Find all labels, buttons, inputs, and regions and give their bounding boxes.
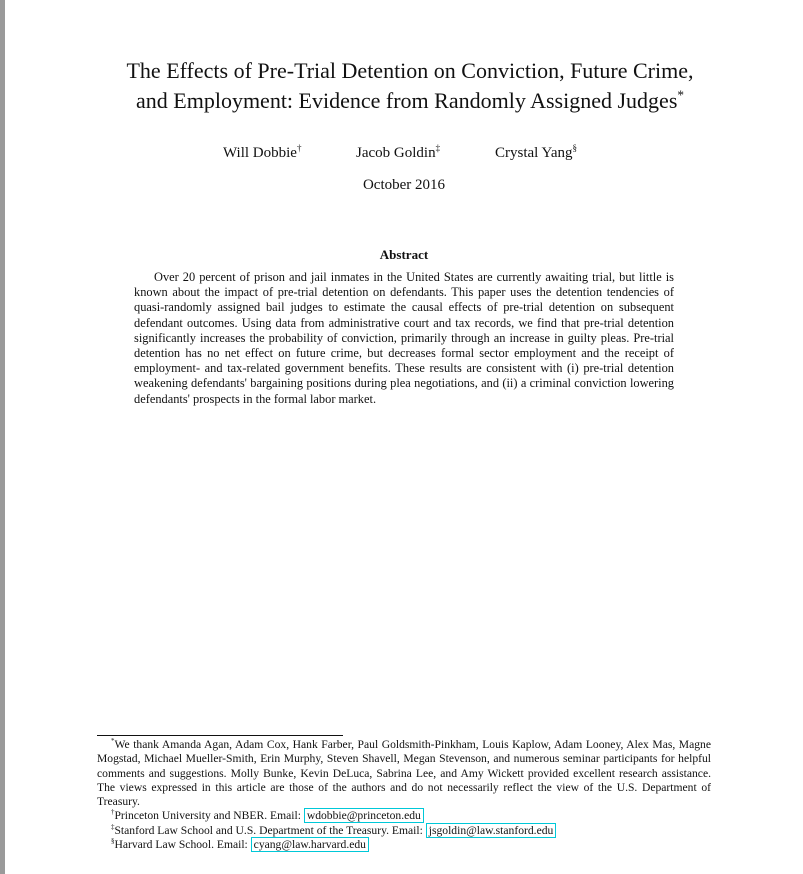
abstract-body: Over 20 percent of prison and jail inmates in the United States are currently awaiting trial, but little is known about the impact of pre-trial detention on defendants. This paper uses the detention tendencies of quasi-randomly assigned bail judges to estimate the causal effects of pre-trial detention on subsequent defendant outcomes. Using data from administrative court and tax records, we find that pre-trial detention significantly increases the probability of conviction, primarily through an increase in guilty pleas. Pre-trial detention has no net effect on future crime, but decreases formal sector employment and the receipt of employment- and tax-related government benefits. These results are consistent with (i) pre-trial detention weakening defendants' bargaining positions during plea negotiations, and (ii) a criminal conviction lowering defendants' prospects in the formal labor market. [134,270,674,406]
email-link[interactable]: wdobbie@princeton.edu [304,808,424,823]
footnote-affiliation-yang: §Harvard Law School. Email: cyang@law.harvard.edu [97,838,711,852]
author-list [5,145,803,165]
footnote-affiliation-goldin: ‡Stanford Law School and U.S. Department of the Treasury. Email: jsgoldin@law.stanford.edu [97,824,711,838]
footnotes [97,738,711,852]
abstract-heading: Abstract [379,247,429,262]
author: Jacob Goldin‡ [356,143,441,161]
email-link[interactable]: jsgoldin@law.stanford.edu [426,823,557,838]
email-link[interactable]: cyang@law.harvard.edu [251,837,369,852]
footnote-affiliation-dobbie: †Princeton University and NBER. Email: wdobbie@princeton.edu [97,809,711,823]
pdf-page [5,0,803,874]
title-line-1: The Effects of Pre-Trial Detention on Conviction, Future Crime, [126,58,694,83]
author: Crystal Yang§ [495,143,578,161]
title-line-2: and Employment: Evidence from Randomly Assigned Judges [136,88,678,113]
paper-title [65,56,755,116]
title-footnote-mark: * [677,87,684,103]
paper-date: October 2016 [362,177,446,193]
footnote-acknowledgement: *We thank Amanda Agan, Adam Cox, Hank Farber, Paul Goldsmith-Pinkham, Louis Kaplow, Adam Looney, Alex Mas, Magne Mogstad, Michael Mueller-Smith, Erin Murphy, Steven Shavell, Megan Stevenson, and numerous seminar participants for helpful comments and suggestions. Molly Bunke, Kevin DeLuca, Sabrina Lee, and Amy Wickett provided excellent research assistance. The views expressed in this article are those of the authors and do not necessarily reflect the view of the U.S. Department of Treasury. [97,737,711,809]
author: Will Dobbie† [223,143,302,161]
footnote-rule [97,735,343,736]
